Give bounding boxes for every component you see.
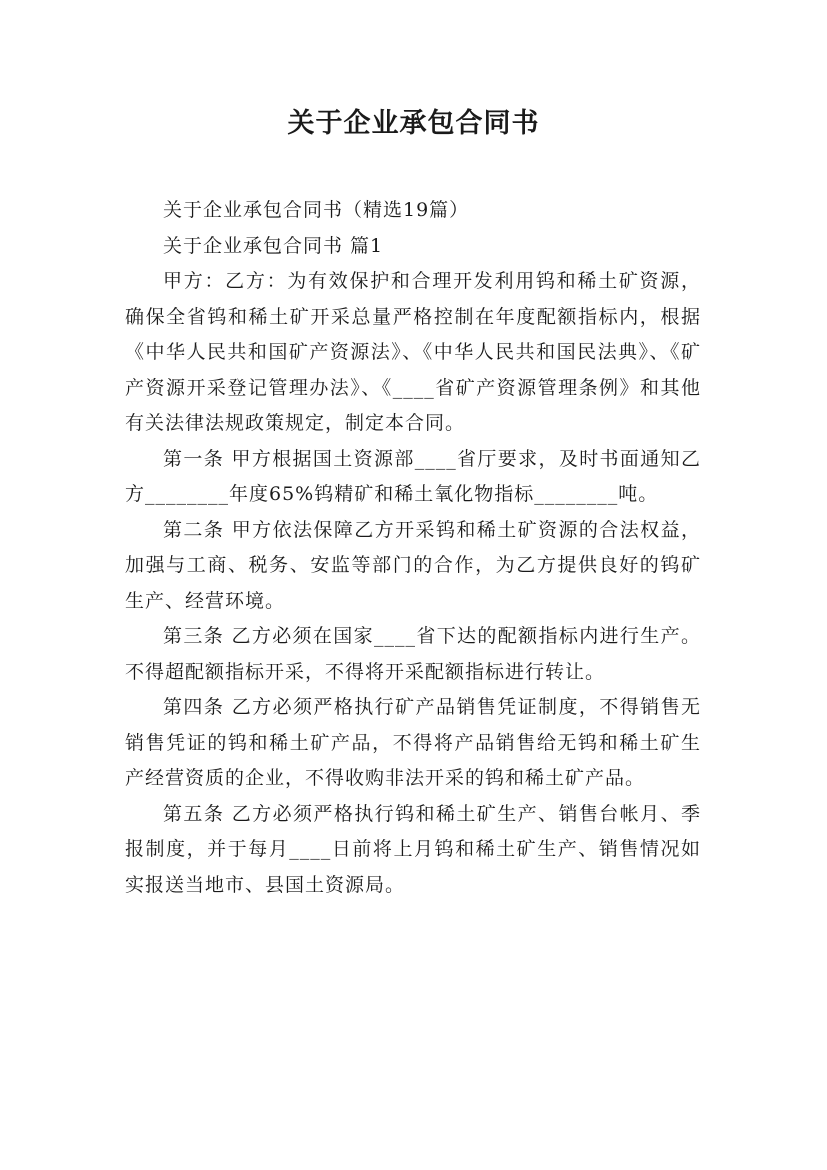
paragraph-section-heading: 关于企业承包合同书 篇1 (163, 234, 384, 257)
paragraph-article-3: 第三条 乙方必须在国家____省下达的配额指标内进行生产。不得超配额指标开采，不得将开采配额指标进行转让。 (125, 625, 701, 683)
paragraph-article-1: 第一条 甲方根据国土资源部____省厅要求，及时书面通知乙方________年度65%钨精矿和稀土氧化物指标________吨。 (125, 447, 701, 505)
paragraph-article-5: 第五条 乙方必须严格执行钨和稀土矿生产、销售台帐月、季报制度，并于每月____日前将上月钨和稀土矿生产、销售情况如实报送当地市、县国土资源局。 (125, 802, 701, 896)
document-body (125, 193, 701, 903)
paragraph-preamble: 甲方：乙方：为有效保护和合理开发利用钨和稀土矿资源，确保全省钨和稀土矿开采总量严格控制在年度配额指标内，根据《中华人民共和国矿产资源法》、《中华人民共和国民法典》、《矿产资源开采登记管理办法》、《____省矿产资源管理条例》和其他有关法律法规政策规定，制定本合同。 (125, 270, 701, 434)
paragraph-article-4: 第四条 乙方必须严格执行矿产品销售凭证制度，不得销售无销售凭证的钨和稀土矿产品，不得将产品销售给无钨和稀土矿生产经营资质的企业，不得收购非法开采的钨和稀土矿产品。 (125, 696, 701, 789)
paragraph-subtitle: 关于企业承包合同书（精选19篇） (163, 199, 470, 221)
document-title: 关于企业承包合同书 (287, 108, 540, 139)
paragraph-article-2: 第二条 甲方依法保障乙方开采钨和稀土矿资源的合法权益，加强与工商、税务、安监等部门的合作，为乙方提供良好的钨矿生产、经营环境。 (125, 518, 701, 612)
